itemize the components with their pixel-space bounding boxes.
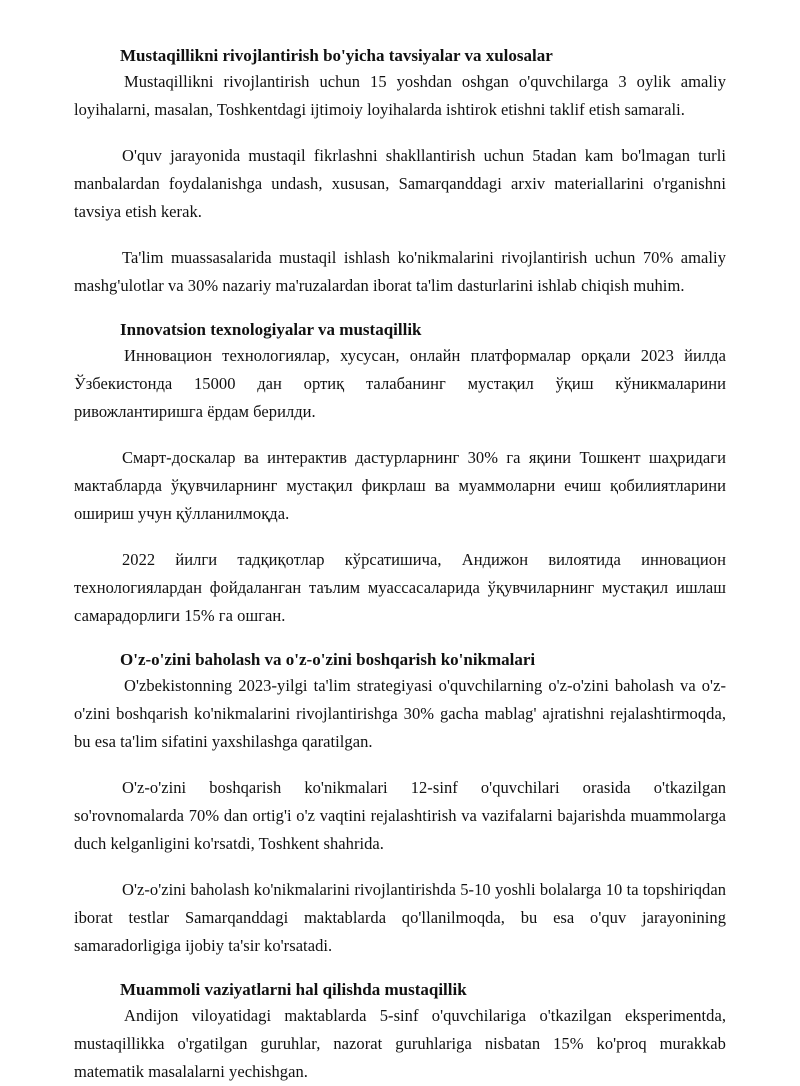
paragraph: O'quv jarayonida mustaqil fikrlashni shakllantirish uchun 5tadan kam bo'lmagan turli manbalardan foydalanishga undash, xususan, Samarqanddagi arxiv materiallarini o'rganishni tavsiya etish kerak. bbox=[74, 146, 726, 221]
paragraph: O'zbekistonning 2023-yilgi ta'lim strategiyasi o'quvchilarning o'z-o'zini baholash va o'z-o'zini boshqarish ko'nikmalarini rivojlantirishga 30% gacha mablag' ajratishni rejalashtirmoqda, bu esa ta'lim sifatini yaxshilashga qaratilgan. bbox=[74, 676, 726, 751]
section-heading: Mustaqillikni rivojlantirish bo'yicha tavsiyalar va xulosalar bbox=[120, 46, 553, 65]
paragraph: O'z-o'zini baholash ko'nikmalarini rivojlantirishda 5-10 yoshli bolalarga 10 ta topshiriqdan iborat testlar Samarqanddagi maktablarda qo'llanilmoqda, bu esa o'quv jarayonining samaradorligiga ijobiy ta'sir ko'rsatadi. bbox=[74, 880, 726, 955]
document-page bbox=[74, 44, 726, 1086]
paragraph: Инновацион технологиялар, хусусан, онлайн платформалар орқали 2023 йилда Ўзбекистонда 15000 дан ортиқ талабанинг мустақил ўқиш кўникмаларини ривожлантиришга ёрдам берилди. bbox=[74, 346, 726, 421]
section-heading: O'z-o'zini baholash va o'z-o'zini boshqarish ko'nikmalari bbox=[120, 650, 536, 669]
section-heading: Muammoli vaziyatlarni hal qilishda mustaqillik bbox=[120, 980, 467, 999]
paragraph: Andijon viloyatidagi maktablarda 5-sinf o'quvchilariga o'tkazilgan eksperimentda, mustaqillikka o'rgatilgan guruhlar, nazorat guruhlariga nisbatan 15% ko'proq murakkab matematik masalalarni yechishgan. bbox=[74, 1006, 726, 1081]
paragraph: O'z-o'zini boshqarish ko'nikmalari 12-sinf o'quvchilari orasida o'tkazilgan so'rovnomalarda 70% dan ortig'i o'z vaqtini rejalashtirish va vazifalarni bajarishda muammolarga duch kelganligini ko'rsatdi, Toshkent shahrida. bbox=[74, 778, 726, 853]
paragraph: Mustaqillikni rivojlantirish uchun 15 yoshdan oshgan o'quvchilarga 3 oylik amaliy loyihalarni, masalan, Toshkentdagi ijtimoiy loyihalarda ishtirok etishni taklif etish samarali. bbox=[74, 72, 726, 119]
paragraph: 2022 йилги тадқиқотлар кўрсатишича, Андижон вилоятида инновацион технологиялардан фойдаланган таълим муассасаларида ўқувчиларнинг мустақил ишлаш самарадорлиги 15% га ошган. bbox=[74, 550, 726, 625]
paragraph: Ta'lim muassasalarida mustaqil ishlash ko'nikmalarini rivojlantirish uchun 70% amaliy mashg'ulotlar va 30% nazariy ma'ruzalardan iborat ta'lim dasturlarini ishlab chiqish muhim. bbox=[74, 248, 726, 295]
paragraph: Смарт-доскалар ва интерактив дастурларнинг 30% га яқини Тошкент шаҳридаги мактабларда ўқувчиларнинг мустақил фикрлаш ва муаммоларни ечиш қобилиятларини ошириш учун қўлланилмоқда. bbox=[74, 448, 726, 523]
section-heading: Innovatsion texnologiyalar va mustaqillik bbox=[120, 320, 422, 339]
